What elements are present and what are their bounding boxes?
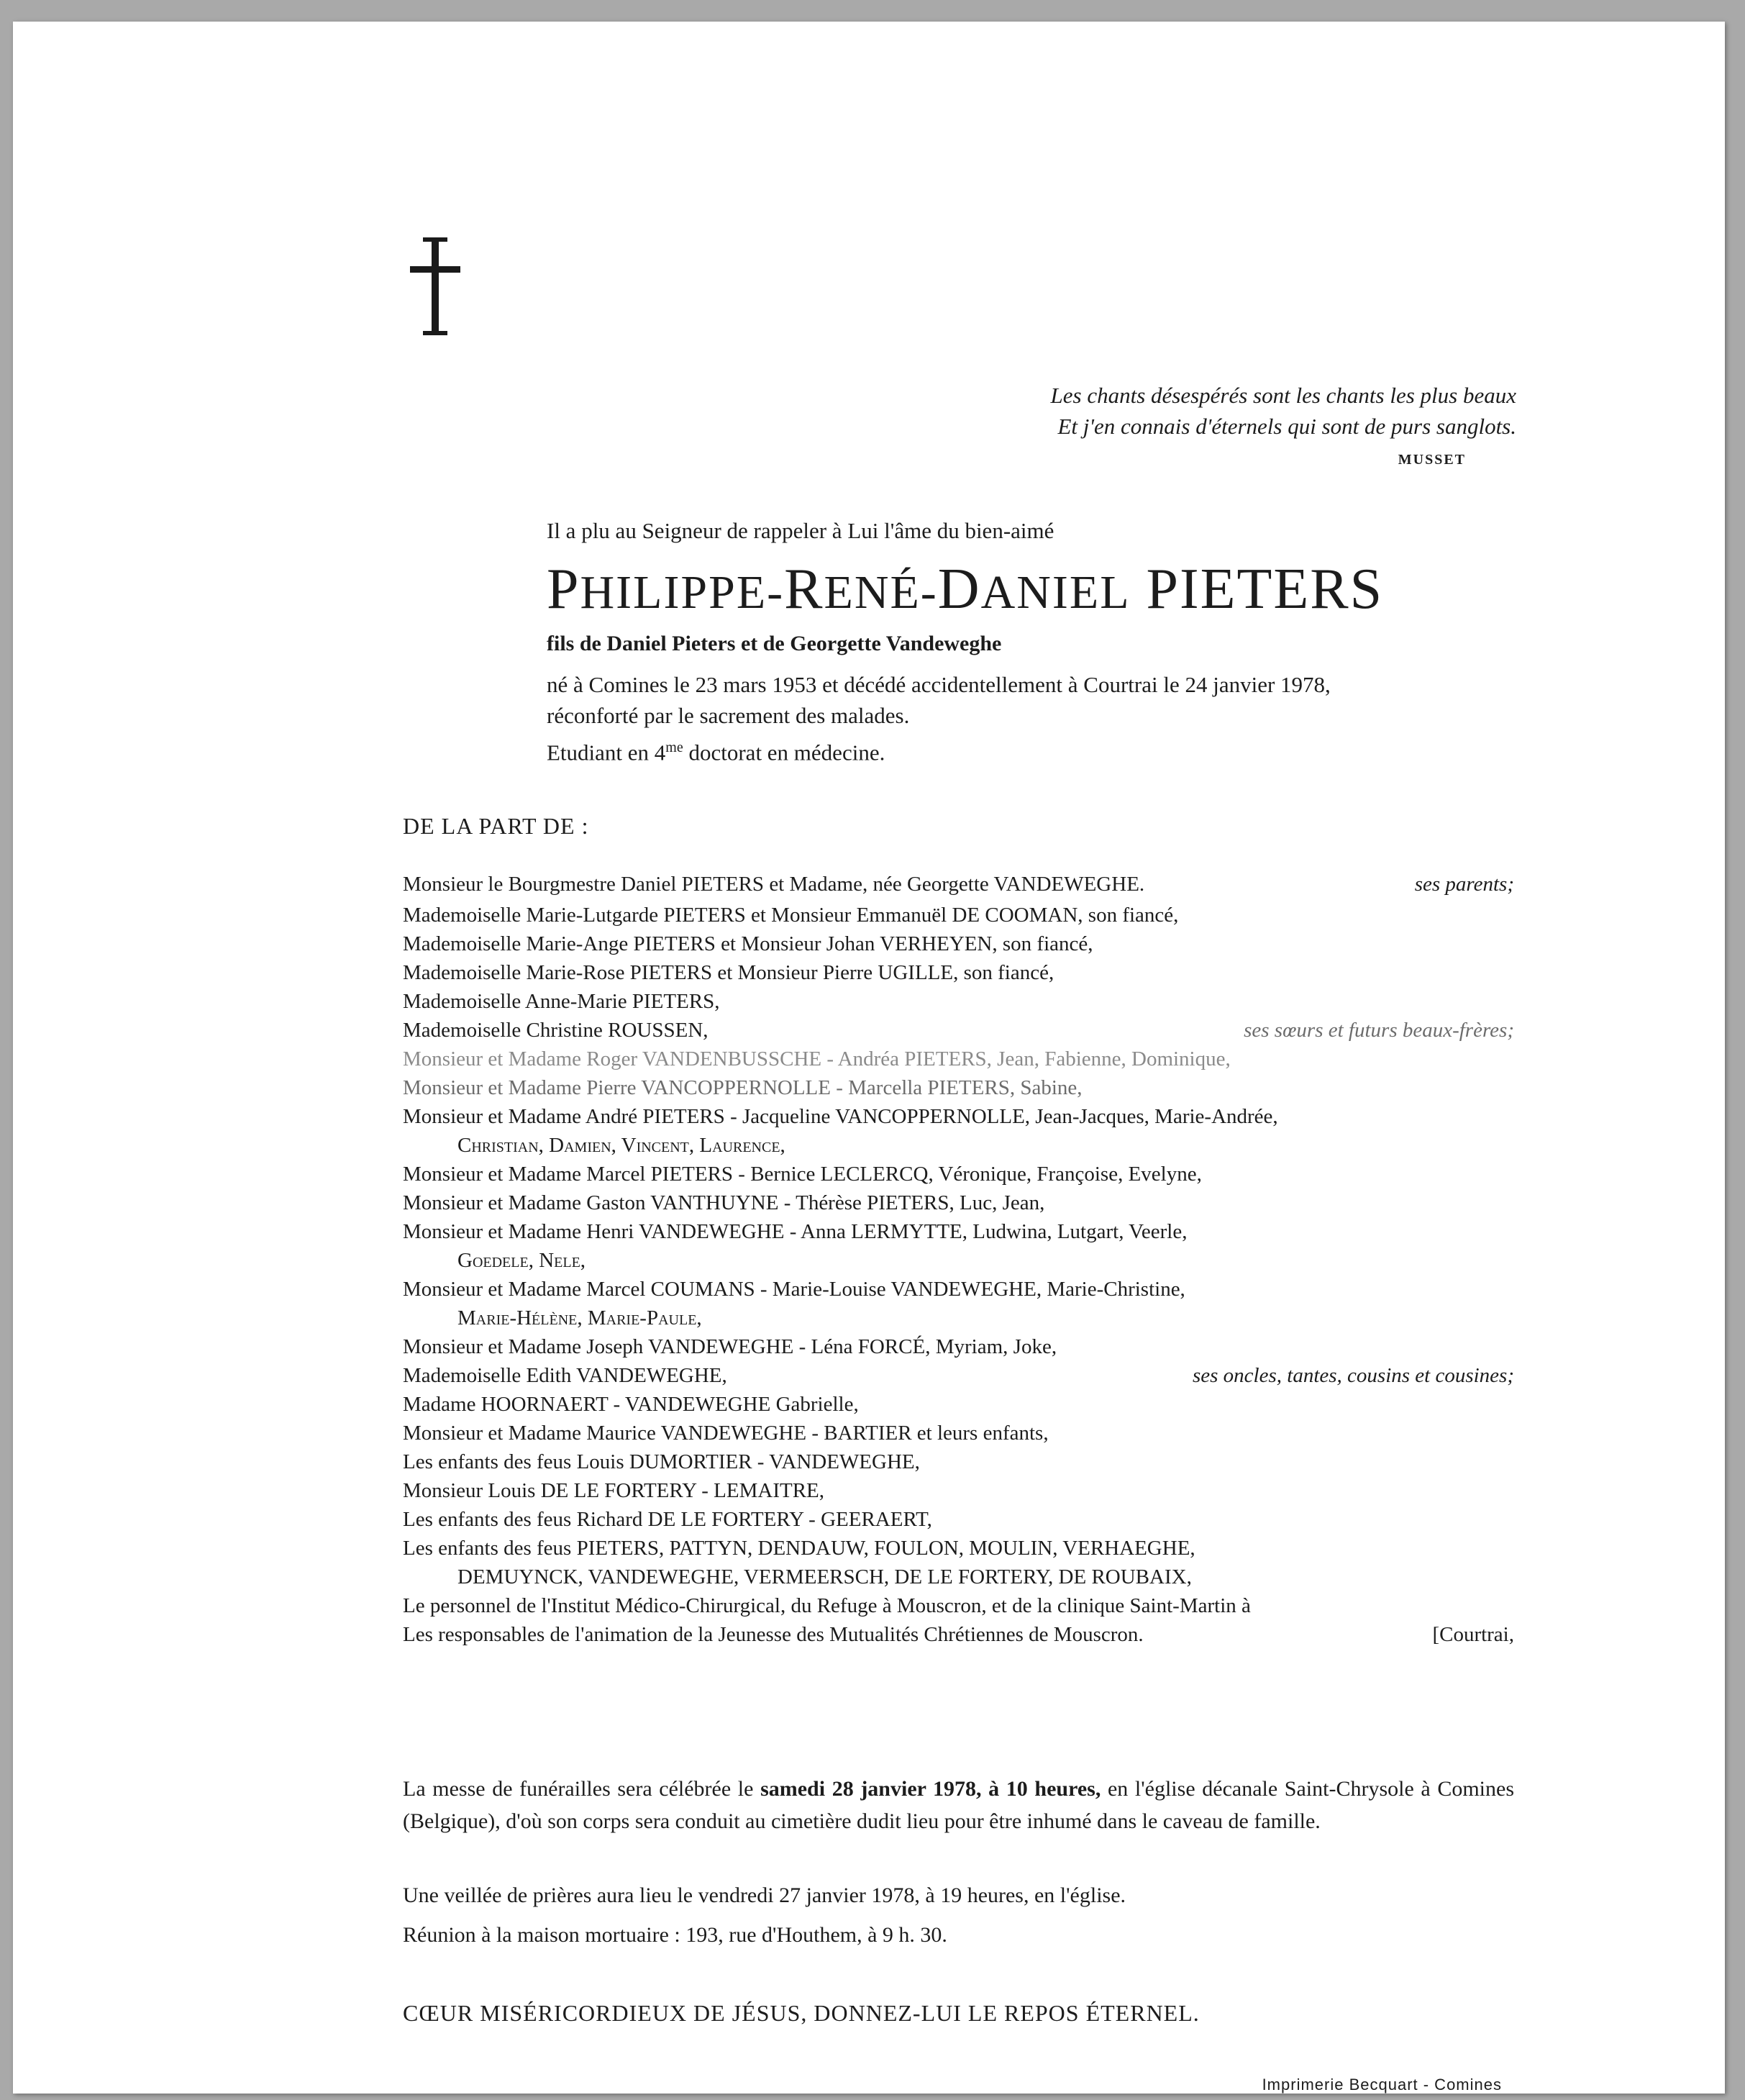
family-line: Le personnel de l'Institut Médico-Chirurgical, du Refuge à Mouscron, et de la clinique Saint-Martin à xyxy=(403,1594,1251,1617)
family-line: Monsieur et Madame Joseph VANDEWEGHE - Léna FORCÉ, Myriam, Joke, xyxy=(403,1335,1057,1358)
epigraph xyxy=(1051,380,1516,476)
reunion-info: Réunion à la maison mortuaire : 193, rue d'Houthem, à 9 h. 30. xyxy=(403,1923,947,1947)
family-line: Goedele, Nele, xyxy=(457,1249,586,1272)
family-line: Monsieur et Madame Henri VANDEWEGHE - Anna LERMYTTE, Ludwina, Lutgart, Veerle, xyxy=(403,1220,1188,1243)
family-line: Monsieur et Madame Maurice VANDEWEGHE - BARTIER et leurs enfants, xyxy=(403,1422,1049,1445)
deceased-name: PHILIPPE-RENÉ-DANIEL PIETERS xyxy=(547,558,1384,621)
epigraph-author: MUSSET xyxy=(1398,452,1466,468)
closing-prayer: CŒUR MISÉRICORDIEUX DE JÉSUS, DONNEZ-LUI LE REPOS ÉTERNEL. xyxy=(403,2000,1200,2026)
deceased-surname: PIETERS xyxy=(1146,558,1384,621)
family-line: Mademoiselle Marie-Ange PIETERS et Monsieur Johan VERHEYEN, son fiancé, xyxy=(403,932,1093,955)
family-line: Mademoiselle Marie-Lutgarde PIETERS et Monsieur Emmanuël DE COOMAN, son fiancé, xyxy=(403,904,1179,927)
relation-label: [Courtrai, xyxy=(1432,1623,1514,1646)
epigraph-line-1: Les chants désespérés sont les chants les plus beaux xyxy=(1050,383,1516,408)
family-line: Monsieur et Madame Roger VANDENBUSSCHE - Andréa PIETERS, Jean, Fabienne, Dominique, xyxy=(403,1047,1231,1071)
family-line: Les enfants des feus Louis DUMORTIER - VANDEWEGHE, xyxy=(403,1450,920,1473)
family-line: Les responsables de l'animation de la Jeunesse des Mutualités Chrétiennes de Mouscron. [Courtrai, xyxy=(403,1620,1514,1649)
family-line: Mademoiselle Edith VANDEWEGHE, ses oncles, tantes, cousins et cousines; xyxy=(403,1361,1514,1390)
obituary-card xyxy=(13,22,1725,2094)
family-line: Madame HOORNAERT - VANDEWEGHE Gabrielle, xyxy=(403,1393,859,1416)
printer-credit: Imprimerie Becquart - Comines xyxy=(1262,2076,1502,2094)
family-line: Monsieur et Madame Marcel PIETERS - Bernice LECLERCQ, Véronique, Françoise, Evelyne, xyxy=(403,1163,1202,1186)
family-line: Monsieur et Madame André PIETERS - Jacqueline VANCOPPERNOLLE, Jean-Jacques, Marie-Andrée, xyxy=(403,1105,1278,1128)
parentage: fils de Daniel Pieters et de Georgette Vandeweghe xyxy=(547,632,1002,655)
part-heading: DE LA PART DE : xyxy=(403,813,589,839)
family-line: Monsieur Louis DE LE FORTERY - LEMAITRE, xyxy=(403,1479,825,1502)
family-list xyxy=(403,868,1514,1649)
family-line: Les enfants des feus PIETERS, PATTYN, DENDAUW, FOULON, MOULIN, VERHAEGHE, xyxy=(403,1537,1195,1560)
birth-death-info: né à Comines le 23 mars 1953 et décédé accidentellement à Courtrai le 24 janvier 1978, réconforté par le sacrement des malades. xyxy=(547,672,1331,728)
family-line: DEMUYNCK, VANDEWEGHE, VERMEERSCH, DE LE FORTERY, DE ROUBAIX, xyxy=(457,1565,1192,1588)
family-line: Marie-Hélène, Marie-Paule, xyxy=(457,1306,702,1329)
relation-label: ses oncles, tantes, cousins et cousines; xyxy=(1192,1364,1514,1387)
family-line: Monsieur et Madame Pierre VANCOPPERNOLLE - Marcella PIETERS, Sabine, xyxy=(403,1076,1083,1099)
study-info: Etudiant en $4^{me}$ doctorat en médecine. xyxy=(547,740,885,765)
intro-text: Il a plu au Seigneur de rappeler à Lui l'âme du bien-aimé xyxy=(547,518,1054,543)
funeral-info: La messe de funérailles sera célébrée le samedi 28 janvier 1978, à 10 heures, en l'église décanale Saint-Chrysole à Comines (Belgique), d'où son corps sera conduit au cimetière dudit lieu pour être inhumé dans le caveau de famille. xyxy=(403,1777,1514,1833)
relation-label: ses sœurs et futurs beaux-frères; xyxy=(1244,1019,1514,1042)
family-line: Monsieur et Madame Gaston VANTHUYNE - Thérèse PIETERS, Luc, Jean, xyxy=(403,1191,1045,1214)
family-line: Monsieur et Madame Marcel COUMANS - Marie-Louise VANDEWEGHE, Marie-Christine, xyxy=(403,1278,1185,1301)
cross-icon xyxy=(407,237,465,338)
family-line: Mademoiselle Anne-Marie PIETERS, xyxy=(403,990,720,1013)
family-line: Mademoiselle Christine ROUSSEN, ses sœurs et futurs beaux-frères; xyxy=(403,1016,1514,1045)
epigraph-line-2: Et j'en connais d'éternels qui sont de purs sanglots. xyxy=(1057,414,1516,439)
family-line: Monsieur le Bourgmestre Daniel PIETERS et Madame, née Georgette VANDEWEGHE. ses parents; xyxy=(403,868,1514,901)
family-line: Mademoiselle Marie-Rose PIETERS et Monsieur Pierre UGILLE, son fiancé, xyxy=(403,961,1054,984)
vigil-info: Une veillée de prières aura lieu le vendredi 27 janvier 1978, à 19 heures, en l'église. xyxy=(403,1883,1126,1907)
funeral-date: samedi 28 janvier 1978, à 10 heures, xyxy=(760,1777,1101,1801)
family-line: Christian, Damien, Vincent, Laurence, xyxy=(457,1134,785,1157)
relation-label: ses parents; xyxy=(1414,873,1514,896)
family-line: Les enfants des feus Richard DE LE FORTERY - GEERAERT, xyxy=(403,1508,932,1531)
